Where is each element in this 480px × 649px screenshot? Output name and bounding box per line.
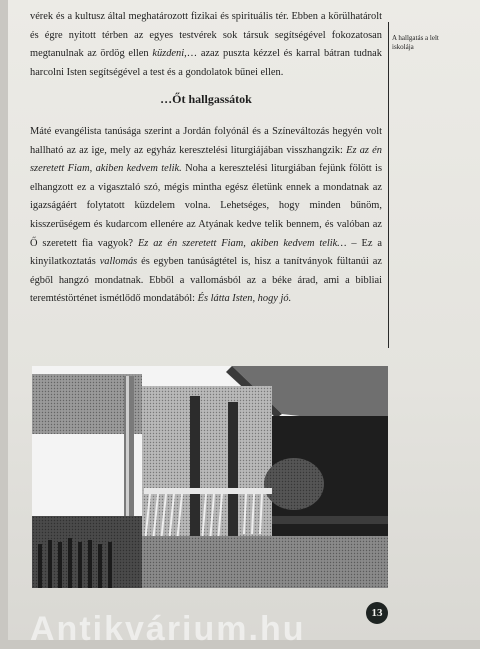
section-title: …Őt hallgassátok [160, 92, 252, 107]
paragraph-1-tail: ,… azaz puszta kézzel és karral bátran tudnak harcolni Isten segítségével a test és a gondolatok bűnei ellen. [30, 48, 382, 78]
house-porch-photo [32, 366, 388, 588]
paragraph-2 [30, 123, 382, 309]
paragraph-1-text: vérek és a kultusz által meghatározott fizikai és spirituális tér. Ebben a körülhatárolt és égre nyitott térben az egyes testvérek sok társuk segítségével fokozatosan megtanulnak az ördög ellen [30, 11, 382, 60]
margin-rule [388, 22, 389, 348]
main-text-column [30, 8, 382, 309]
paragraph-2-text-2: Noha a keresztelési liturgiában fejünk fölött is elhangzott ez a vigasztaló szó, mégis mintha egész életünk ennek a mondatnak az igazságáért folytatott küzdelem volna. Lehetséges, hogy minden bűnöm, kisszerűségem és kudarcom ellenére az Atyának kedve telik bennem, és valóban az Ő szeretett fia vagyok? [30, 163, 382, 249]
paragraph-2-text-1: Máté evangélista tanúsága szerint a Jordán folyónál és a Színeváltozás hegyén volt hallható az az ige, mely az egyház keresztelési liturgiájában visszhangzik: [30, 125, 382, 156]
margin-note: A hallgatás a lelt iskolája [392, 34, 439, 51]
watermark: Antikvárium.hu [30, 610, 306, 648]
paragraph-2-quote-3: És látta Isten, hogy jó. [197, 293, 292, 305]
paragraph-2-text-3: – Ez a kinyilatkoztatás [30, 237, 383, 268]
photo-illustration [32, 366, 388, 588]
paragraph-2-quote-1: Ez az én szeretett Fiam, akiben kedvem telik. [30, 144, 382, 175]
paragraph-2-text-4: és egyben tanúságtétel is, hisz a tanítványok fültanúi az égből hangzó mondatnak. Ebből a vallomásból az a béke árad, ami a bibliai teremtéstörténet ismétlődő mondatából: [30, 256, 383, 305]
paragraph-1 [30, 8, 382, 82]
paragraph-2-quote-2: Ez az én szeretett Fiam, akiben kedvem telik… [137, 237, 347, 249]
paragraph-1-emphasis: küzdeni [152, 48, 185, 60]
book-page [8, 0, 480, 648]
page-number: 13 [366, 602, 388, 624]
paragraph-2-emphasis: vallomás [99, 256, 138, 268]
